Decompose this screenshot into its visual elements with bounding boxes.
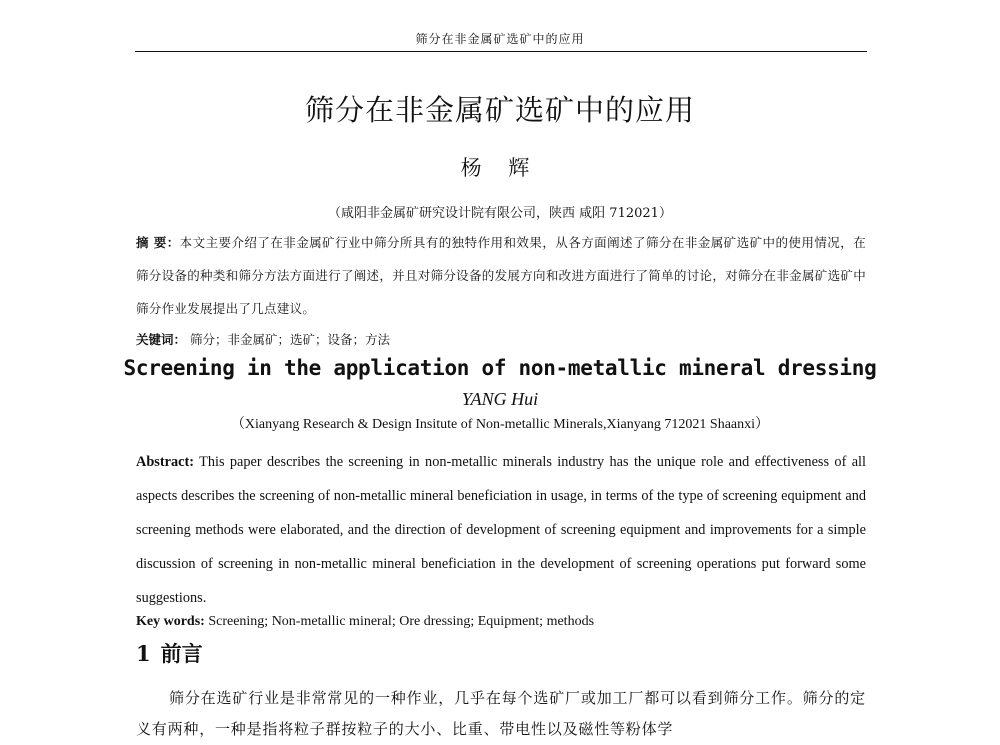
english-keywords-text: Screening; Non-metallic mineral; Ore dressing; Equipment; methods xyxy=(208,614,595,629)
chinese-title: 筛分在非金属矿选矿中的应用 xyxy=(304,93,695,127)
chinese-author: 杨 辉 xyxy=(460,156,540,180)
section-heading xyxy=(136,638,203,668)
english-keywords-label: Key words: xyxy=(136,614,205,629)
english-abstract-label: Abstract: xyxy=(136,454,194,470)
chinese-keywords xyxy=(136,330,866,348)
chinese-abstract-label: 摘 要： xyxy=(136,235,180,250)
section-title: 前言 xyxy=(160,641,203,666)
chinese-keywords-text: 筛分；非金属矿；选矿；设备；方法 xyxy=(190,332,391,347)
english-abstract xyxy=(136,445,866,615)
running-header: 筛分在非金属矿选矿中的应用 xyxy=(415,32,585,46)
english-title: Screening in the application of non-metallic mineral dressing xyxy=(123,356,877,380)
chinese-abstract xyxy=(136,226,866,325)
section-number: 1 xyxy=(136,641,151,666)
chinese-keywords-label: 关键词： xyxy=(136,332,187,347)
section-body-paragraph: 筛分在选矿行业是非常常见的一种作业，几乎在每个选矿厂或加工厂都可以看到筛分工作。筛分的定义有两种，一种是指将粒子群按粒子的大小、比重、带电性以及磁性等粉体学 xyxy=(136,689,866,738)
english-keywords xyxy=(136,614,866,630)
english-abstract-text: This paper describes the screening in non-metallic minerals industry has the unique role and effectiveness of all aspects describes the screening of non-metallic mineral beneficiation in usage, in terms of the type of screening equipment and screening methods were elaborated, and the direction of development of screening equipment and improvements for a simple discussion of screening in non-metallic mineral beneficiation in the development of screening operations put forward some suggestions. xyxy=(136,454,866,606)
chinese-abstract-text: 本文主要介绍了在非金属矿行业中筛分所具有的独特作用和效果，从各方面阐述了筛分在非金属矿选矿中的使用情况，在筛分设备的种类和筛分方法方面进行了阐述，并且对筛分设备的发展方向和改进方面进行了简单的讨论，对筛分在非金属矿选矿中筛分作业发展提出了几点建议。 xyxy=(136,235,866,316)
english-author: YANG Hui xyxy=(461,389,539,409)
chinese-affiliation: （咸阳非金属矿研究设计院有限公司，陕西 咸阳 712021） xyxy=(328,206,672,221)
english-affiliation: （Xianyang Research & Design Insitute of Non-metallic Minerals,Xianyang 712021 Shaanxi） xyxy=(230,417,770,432)
header-rule xyxy=(135,51,867,52)
